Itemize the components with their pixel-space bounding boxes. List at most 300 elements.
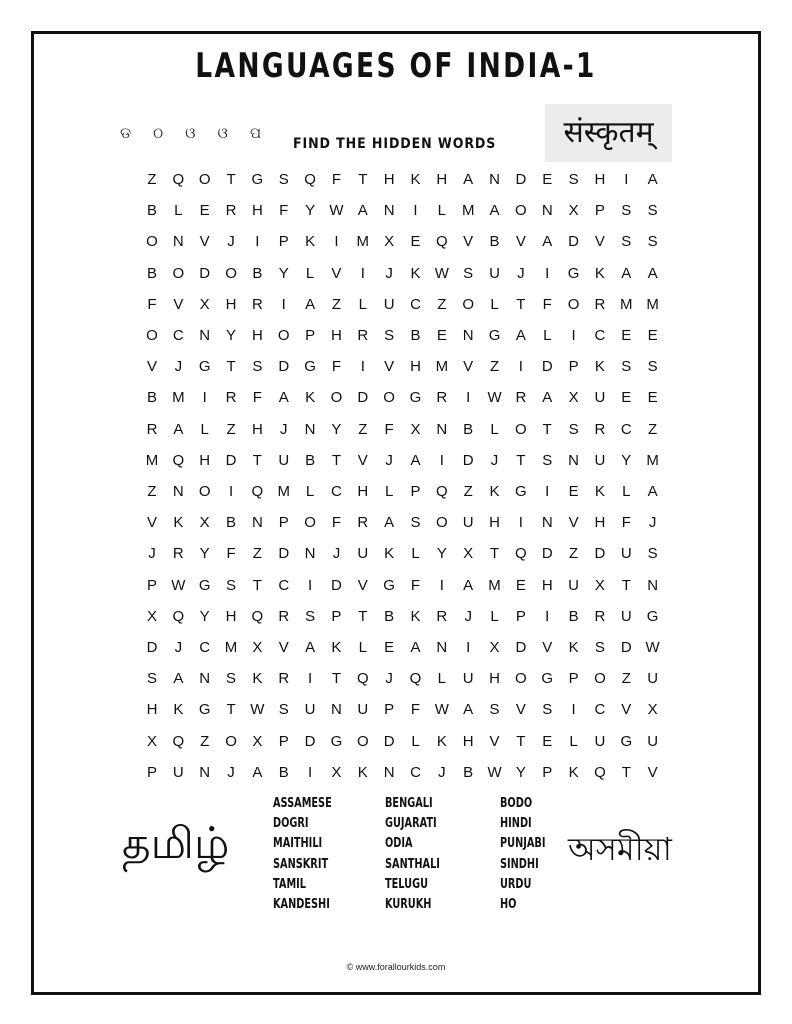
word-item: GUJARATI bbox=[385, 816, 437, 832]
grid-letter: I bbox=[545, 264, 550, 282]
grid-letter: K bbox=[410, 171, 421, 188]
grid-letter: A bbox=[410, 639, 421, 656]
grid-letter: P bbox=[515, 607, 526, 625]
grid-letter: L bbox=[490, 295, 499, 313]
grid-letter: Z bbox=[226, 420, 236, 438]
word-item: PUNJABI bbox=[500, 836, 546, 852]
grid-letter: I bbox=[624, 171, 629, 188]
grid-letter: M bbox=[277, 483, 290, 500]
grid-letter: Y bbox=[226, 327, 237, 344]
grid-letter: P bbox=[331, 607, 342, 625]
grid-letter: H bbox=[383, 171, 395, 188]
grid-letter: I bbox=[360, 358, 365, 376]
grid-letter: G bbox=[304, 358, 316, 376]
grid-letter: K bbox=[568, 639, 579, 656]
grid-letter: D bbox=[541, 358, 553, 376]
grid-letter: M bbox=[435, 358, 449, 376]
grid-letter: H bbox=[462, 732, 474, 750]
grid-letter: W bbox=[434, 701, 449, 719]
grid-letter: O bbox=[172, 264, 185, 282]
grid-letter: O bbox=[567, 295, 580, 313]
grid-letter: B bbox=[463, 763, 474, 781]
grid-letter: D bbox=[568, 233, 580, 251]
grid-letter: U bbox=[620, 607, 632, 625]
grid-letter: N bbox=[541, 514, 553, 532]
grid-letter: S bbox=[647, 545, 658, 563]
grid-letter: D bbox=[383, 732, 395, 750]
grid-letter: G bbox=[567, 264, 580, 282]
word-item: SINDHI bbox=[500, 856, 539, 872]
grid-letter: B bbox=[410, 327, 421, 344]
grid-letter: X bbox=[252, 732, 263, 750]
grid-letter: T bbox=[331, 670, 342, 688]
grid-letter: A bbox=[384, 514, 395, 532]
grid-letter: Y bbox=[515, 763, 526, 781]
grid-letter: V bbox=[199, 233, 210, 251]
grid-letter: J bbox=[174, 358, 183, 376]
grid-letter: K bbox=[173, 701, 184, 719]
grid-letter: F bbox=[331, 171, 342, 188]
grid-letter: B bbox=[463, 420, 474, 438]
grid-letter: E bbox=[621, 327, 632, 344]
grid-letter: U bbox=[383, 295, 395, 313]
grid-letter: P bbox=[594, 202, 605, 220]
grid-letter: F bbox=[279, 202, 289, 220]
grid-letter: W bbox=[329, 202, 344, 220]
grid-letter: N bbox=[172, 483, 184, 500]
grid-letter: M bbox=[646, 295, 659, 313]
grid-letter: H bbox=[541, 576, 553, 594]
grid-letter: T bbox=[358, 607, 368, 625]
grid-letter: Y bbox=[305, 202, 316, 220]
grid-letter: C bbox=[620, 420, 632, 438]
grid-letter: Q bbox=[436, 233, 448, 251]
grid-letter: A bbox=[621, 264, 632, 282]
word-list-column-3 bbox=[500, 794, 545, 915]
grid-letter: O bbox=[356, 732, 369, 750]
grid-letter: I bbox=[466, 639, 471, 656]
grid-letter: H bbox=[225, 607, 237, 625]
grid-letter: J bbox=[385, 451, 393, 469]
grid-letter: L bbox=[437, 202, 447, 220]
grid-letter: H bbox=[594, 514, 606, 532]
grid-letter: H bbox=[251, 202, 263, 220]
grid-letter: H bbox=[199, 451, 211, 469]
grid-letter: K bbox=[331, 639, 342, 656]
grid-letter: X bbox=[384, 233, 395, 251]
grid-letter: D bbox=[278, 545, 290, 563]
grid-letter: K bbox=[357, 763, 368, 781]
grid-letter: X bbox=[199, 514, 210, 532]
grid-letter: I bbox=[360, 264, 365, 282]
grid-letter: C bbox=[199, 639, 211, 656]
grid-letter: Z bbox=[358, 420, 368, 438]
grid-letter: V bbox=[146, 514, 157, 532]
grid-letter: A bbox=[305, 639, 316, 656]
grid-letter: H bbox=[489, 514, 500, 532]
grid-letter: X bbox=[594, 576, 605, 594]
page-title: LANGUAGES OF INDIA-1 bbox=[195, 46, 597, 86]
grid-letter: V bbox=[357, 451, 368, 469]
word-item: MAITHILI bbox=[273, 836, 323, 852]
grid-letter: S bbox=[621, 202, 632, 220]
grid-letter: N bbox=[199, 670, 211, 688]
grid-letter: K bbox=[568, 763, 579, 781]
grid-letter: J bbox=[648, 514, 657, 532]
grid-letter: Z bbox=[621, 670, 631, 688]
grid-letter: B bbox=[489, 233, 500, 251]
grid-letter: J bbox=[280, 420, 288, 438]
grid-letter: D bbox=[225, 451, 237, 469]
grid-letter: F bbox=[147, 295, 157, 313]
grid-letter: Y bbox=[199, 607, 210, 625]
grid-letter: L bbox=[543, 327, 552, 344]
grid-letter: E bbox=[542, 171, 553, 188]
grid-letter: U bbox=[594, 451, 606, 469]
grid-letter: S bbox=[146, 670, 157, 688]
grid-letter: S bbox=[647, 358, 658, 376]
grid-letter: Y bbox=[278, 264, 289, 282]
grid-letter: V bbox=[463, 358, 474, 376]
grid-letter: C bbox=[331, 483, 342, 500]
grid-letter: M bbox=[172, 389, 185, 407]
grid-letter: N bbox=[541, 202, 553, 220]
grid-letter: J bbox=[332, 545, 341, 563]
grid-letter: U bbox=[568, 576, 580, 594]
grid-letter: Q bbox=[594, 763, 606, 781]
grid-letter: U bbox=[594, 732, 606, 750]
grid-letter: D bbox=[541, 545, 553, 563]
grid-letter: D bbox=[199, 264, 211, 282]
grid-letter: U bbox=[357, 545, 369, 563]
script-glyph: ପ bbox=[249, 124, 262, 142]
grid-letter: J bbox=[464, 607, 472, 625]
grid-letter: T bbox=[542, 420, 552, 438]
grid-letter: K bbox=[594, 358, 605, 376]
grid-letter: G bbox=[515, 483, 527, 500]
grid-letter: O bbox=[146, 327, 158, 344]
assamese-script-label: অসমীয়া bbox=[568, 830, 672, 868]
grid-letter: A bbox=[278, 389, 289, 407]
grid-letter: Z bbox=[648, 420, 658, 438]
grid-letter: D bbox=[620, 639, 632, 656]
grid-letter: E bbox=[542, 732, 553, 750]
grid-letter: U bbox=[489, 264, 500, 282]
word-item: SANSKRIT bbox=[273, 856, 329, 872]
grid-letter: X bbox=[647, 701, 658, 719]
grid-letter: Q bbox=[515, 545, 527, 563]
grid-letter: R bbox=[278, 607, 290, 625]
grid-letter: A bbox=[173, 670, 184, 688]
grid-letter: W bbox=[250, 701, 265, 719]
grid-letter: Q bbox=[172, 171, 185, 188]
grid-letter: B bbox=[146, 389, 157, 407]
word-list-column-2 bbox=[385, 794, 440, 915]
grid-letter: K bbox=[594, 483, 605, 500]
grid-letter: U bbox=[462, 670, 474, 688]
grid-letter: Q bbox=[172, 732, 185, 750]
grid-letter: O bbox=[198, 483, 211, 500]
grid-letter: O bbox=[198, 171, 211, 188]
grid-letter: T bbox=[226, 171, 236, 188]
grid-letter: L bbox=[622, 483, 631, 500]
grid-letter: H bbox=[594, 171, 606, 188]
grid-letter: E bbox=[647, 389, 658, 407]
grid-letter: T bbox=[252, 576, 262, 594]
grid-letter: I bbox=[281, 295, 286, 313]
grid-letter: X bbox=[199, 295, 210, 313]
grid-letter: U bbox=[172, 763, 184, 781]
grid-letter: I bbox=[545, 607, 550, 625]
grid-letter: W bbox=[434, 264, 449, 282]
grid-letter: H bbox=[331, 327, 342, 344]
grid-letter: S bbox=[226, 576, 237, 594]
tamil-script-label: தமிழ் bbox=[122, 818, 230, 869]
grid-letter: Z bbox=[437, 295, 447, 313]
grid-letter: N bbox=[647, 576, 659, 594]
grid-letter: W bbox=[487, 763, 502, 781]
grid-letter: H bbox=[251, 420, 263, 438]
grid-letter: X bbox=[252, 639, 263, 656]
script-glyph: ଠ bbox=[153, 124, 164, 142]
grid-letter: C bbox=[278, 576, 290, 594]
grid-letter: W bbox=[171, 576, 186, 594]
grid-letter: Z bbox=[147, 483, 157, 500]
grid-letter: R bbox=[594, 607, 606, 625]
grid-letter: V bbox=[515, 233, 526, 251]
word-item: BENGALI bbox=[385, 796, 433, 811]
grid-letter: L bbox=[411, 732, 420, 750]
grid-letter: X bbox=[410, 420, 421, 438]
grid-letter: I bbox=[308, 763, 313, 781]
grid-letter: J bbox=[385, 264, 393, 282]
grid-letter: A bbox=[410, 451, 421, 469]
grid-letter: S bbox=[305, 607, 316, 625]
word-item: TAMIL bbox=[273, 876, 306, 892]
grid-letter: L bbox=[569, 732, 578, 750]
word-item: TELUGU bbox=[385, 876, 429, 892]
grid-letter: G bbox=[198, 358, 211, 376]
grid-letter: T bbox=[331, 451, 342, 469]
grid-letter: O bbox=[225, 732, 237, 750]
grid-letter: N bbox=[199, 327, 211, 344]
word-item: KANDESHI bbox=[273, 897, 330, 913]
grid-letter: S bbox=[621, 358, 632, 376]
grid-letter: O bbox=[515, 202, 527, 220]
grid-letter: X bbox=[568, 202, 579, 220]
grid-letter: F bbox=[410, 701, 421, 719]
grid-letter: L bbox=[305, 264, 315, 282]
grid-letter: R bbox=[278, 670, 290, 688]
grid-letter: M bbox=[356, 233, 370, 251]
grid-letter: X bbox=[331, 763, 342, 781]
grid-letter: M bbox=[224, 639, 238, 656]
grid-letter: V bbox=[384, 358, 395, 376]
grid-letter: L bbox=[358, 295, 367, 313]
grid-letter: I bbox=[202, 389, 207, 407]
grid-letter: V bbox=[146, 358, 157, 376]
grid-letter: M bbox=[620, 295, 633, 313]
grid-letter: E bbox=[621, 389, 632, 407]
grid-letter: U bbox=[278, 451, 290, 469]
grid-letter: Y bbox=[331, 420, 342, 438]
grid-letter: I bbox=[308, 670, 313, 688]
grid-letter: N bbox=[304, 420, 316, 438]
grid-letter: P bbox=[305, 327, 316, 344]
grid-letter: O bbox=[436, 514, 448, 532]
grid-letter: V bbox=[463, 233, 474, 251]
grid-letter: K bbox=[305, 389, 316, 407]
grid-letter: S bbox=[384, 327, 395, 344]
grid-letter: I bbox=[308, 576, 313, 594]
word-item: KURUKH bbox=[385, 897, 432, 913]
grid-letter: X bbox=[146, 607, 157, 625]
grid-letter: J bbox=[490, 451, 499, 469]
grid-letter: F bbox=[331, 358, 342, 376]
grid-letter: O bbox=[462, 295, 475, 313]
grid-letter: S bbox=[542, 451, 553, 469]
grid-letter: N bbox=[199, 763, 211, 781]
grid-letter: S bbox=[463, 264, 474, 282]
grid-letter: V bbox=[173, 295, 184, 313]
grid-letter: E bbox=[647, 327, 658, 344]
word-item: DOGRI bbox=[273, 816, 309, 832]
grid-letter: V bbox=[278, 639, 289, 656]
grid-letter: I bbox=[518, 358, 523, 376]
grid-letter: U bbox=[647, 670, 659, 688]
grid-letter: A bbox=[542, 233, 553, 251]
grid-letter: F bbox=[384, 420, 394, 438]
grid-letter: X bbox=[146, 732, 157, 750]
grid-letter: G bbox=[198, 576, 211, 594]
grid-letter: R bbox=[436, 389, 448, 407]
grid-letter: Y bbox=[436, 545, 447, 563]
grid-letter: S bbox=[647, 233, 658, 251]
grid-letter: X bbox=[463, 545, 474, 563]
grid-letter: Z bbox=[463, 483, 473, 500]
grid-letter: Y bbox=[621, 451, 632, 469]
grid-letter: B bbox=[226, 514, 237, 532]
grid-letter: D bbox=[515, 639, 527, 656]
grid-letter: U bbox=[594, 389, 606, 407]
grid-letter: I bbox=[466, 389, 471, 407]
grid-letter: S bbox=[489, 701, 500, 719]
word-item: BODO bbox=[500, 796, 533, 811]
grid-letter: E bbox=[410, 233, 421, 251]
grid-letter: I bbox=[439, 576, 444, 594]
word-item: ASSAMESE bbox=[273, 796, 332, 811]
word-item: HINDI bbox=[500, 816, 532, 832]
grid-letter: M bbox=[488, 576, 501, 594]
grid-letter: F bbox=[252, 389, 262, 407]
grid-letter: N bbox=[251, 514, 263, 532]
grid-letter: S bbox=[410, 514, 421, 532]
grid-letter: E bbox=[568, 483, 579, 500]
grid-letter: L bbox=[437, 670, 447, 688]
grid-letter: Q bbox=[251, 483, 264, 500]
script-glyph: ଓ bbox=[185, 124, 196, 142]
grid-letter: S bbox=[542, 701, 553, 719]
grid-letter: N bbox=[436, 639, 448, 656]
grid-letter: R bbox=[357, 514, 369, 532]
grid-letter: N bbox=[462, 327, 474, 344]
grid-letter: T bbox=[489, 545, 500, 563]
grid-letter: H bbox=[436, 171, 448, 188]
grid-letter: P bbox=[146, 763, 157, 781]
grid-letter: P bbox=[568, 358, 579, 376]
grid-letter: L bbox=[490, 607, 499, 625]
grid-letter: R bbox=[225, 202, 237, 220]
grid-letter: U bbox=[357, 701, 369, 719]
grid-letter: S bbox=[226, 670, 237, 688]
grid-letter: G bbox=[488, 327, 501, 344]
grid-letter: B bbox=[305, 451, 316, 469]
grid-letter: V bbox=[647, 763, 658, 781]
grid-letter: I bbox=[518, 514, 523, 532]
grid-letter: L bbox=[305, 483, 315, 500]
grid-letter: T bbox=[226, 358, 236, 376]
grid-letter: F bbox=[621, 514, 631, 532]
grid-letter: C bbox=[594, 327, 606, 344]
grid-letter: L bbox=[174, 202, 183, 220]
script-glyph: ଡ bbox=[120, 124, 132, 142]
grid-letter: Q bbox=[251, 607, 264, 625]
grid-letter: B bbox=[252, 264, 263, 282]
grid-letter: C bbox=[594, 701, 606, 719]
grid-letter: J bbox=[438, 763, 446, 781]
grid-letter: D bbox=[146, 639, 158, 656]
grid-letter: E bbox=[515, 576, 526, 594]
grid-letter: O bbox=[330, 389, 343, 407]
grid-letter: V bbox=[542, 639, 553, 656]
grid-letter: H bbox=[489, 670, 500, 688]
grid-letter: S bbox=[647, 202, 658, 220]
grid-letter: C bbox=[410, 763, 421, 781]
grid-letter: Q bbox=[172, 607, 185, 625]
grid-letter: A bbox=[647, 264, 658, 282]
grid-letter: S bbox=[568, 420, 579, 438]
grid-letter: V bbox=[357, 576, 368, 594]
grid-letter: K bbox=[410, 607, 421, 625]
grid-letter: A bbox=[515, 327, 526, 344]
grid-letter: N bbox=[436, 420, 448, 438]
grid-letter: K bbox=[384, 545, 395, 563]
grid-letter: O bbox=[515, 420, 527, 438]
grid-letter: K bbox=[594, 264, 605, 282]
grid-letter: S bbox=[621, 233, 632, 251]
grid-letter: R bbox=[146, 420, 158, 438]
grid-letter: I bbox=[571, 327, 576, 344]
grid-letter: R bbox=[251, 295, 263, 313]
grid-letter: D bbox=[515, 171, 527, 188]
grid-letter: Q bbox=[436, 483, 448, 500]
grid-letter: V bbox=[515, 701, 526, 719]
grid-letter: A bbox=[489, 202, 500, 220]
grid-letter: K bbox=[489, 483, 500, 500]
word-item: ODIA bbox=[385, 836, 413, 852]
grid-letter: K bbox=[410, 264, 421, 282]
grid-letter: M bbox=[145, 451, 159, 469]
grid-letter: J bbox=[385, 670, 393, 688]
grid-letter: E bbox=[199, 202, 210, 220]
grid-letter: L bbox=[200, 420, 209, 438]
grid-letter: U bbox=[304, 701, 316, 719]
grid-letter: O bbox=[277, 327, 290, 344]
word-item: URDU bbox=[500, 876, 532, 892]
grid-letter: R bbox=[172, 545, 184, 563]
grid-letter: I bbox=[439, 451, 444, 469]
script-glyph: ଓ bbox=[217, 124, 228, 142]
